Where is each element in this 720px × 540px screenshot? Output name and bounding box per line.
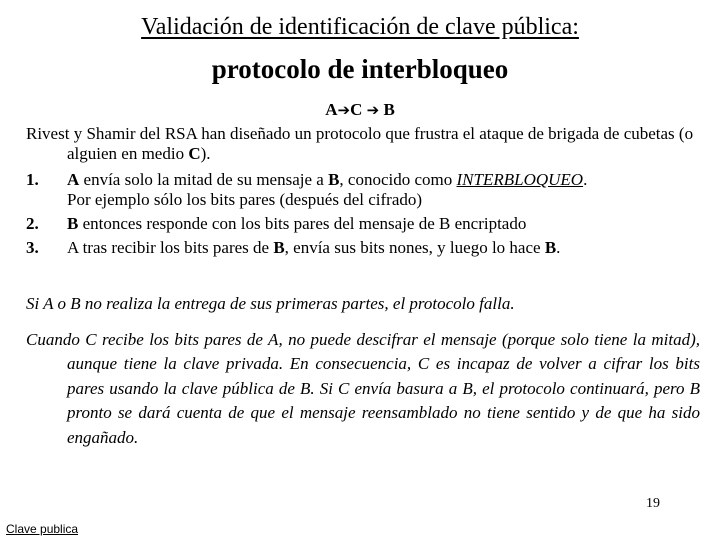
list-text: B entonces responde con los bits pares del mensaje de B encriptado (67, 214, 527, 233)
intro-text: Rivest y Shamir del RSA han diseñado un protocolo que frustra el ataque de brigada de cubetas (o alguien en medio (26, 124, 694, 163)
flow-c: C (350, 100, 367, 119)
list-text: A tras recibir los bits pares de B, envía sus bits nones, y luego lo hace B. (67, 238, 561, 257)
right-arrow-icon: ➔ (366, 101, 380, 119)
list-item (26, 214, 700, 234)
page-number: 19 (646, 496, 660, 511)
protocol-flow (0, 100, 720, 120)
flow-b: B (379, 100, 395, 119)
list-item (26, 170, 700, 210)
list-number: 2. (26, 214, 39, 233)
intro-paragraph (26, 124, 700, 164)
failure-paragraph: Si A o B no realiza la entrega de sus primeras partes, el protocolo falla. (26, 294, 515, 313)
list-number: 3. (26, 238, 39, 257)
slide-title: Validación de identificación de clave pública: (141, 14, 579, 40)
flow-a: A (325, 100, 338, 119)
interbloqueo-term: INTERBLOQUEO (456, 170, 584, 189)
intro-end: ). (200, 144, 211, 163)
footer-link[interactable]: Clave publica (6, 522, 79, 536)
list-number: 1. (26, 170, 39, 189)
explanation-paragraph: Cuando C recibe los bits pares de A, no puede descifrar el mensaje (porque solo tiene la mitad), aunque tiene la clave privada. En consecuencia, C es incapaz de volver a cifrar los bits pares usando la clave pública de B. Si C envía basura a B, el protocolo continuará, pero B pronto se dará cuenta de que el mensaje reensamblado no tiene sentido y de que ha sido engañado. (26, 330, 700, 447)
intro-c: C (188, 144, 201, 163)
slide-subtitle: protocolo de interbloqueo (211, 54, 509, 84)
list-text: A envía solo la mitad de su mensaje a B, conocido como INTERBLOQUEO. Por ejemplo sólo los bits pares (después del cifrado) (67, 170, 588, 209)
right-arrow-icon: ➔ (337, 101, 351, 119)
list-item (26, 238, 700, 258)
